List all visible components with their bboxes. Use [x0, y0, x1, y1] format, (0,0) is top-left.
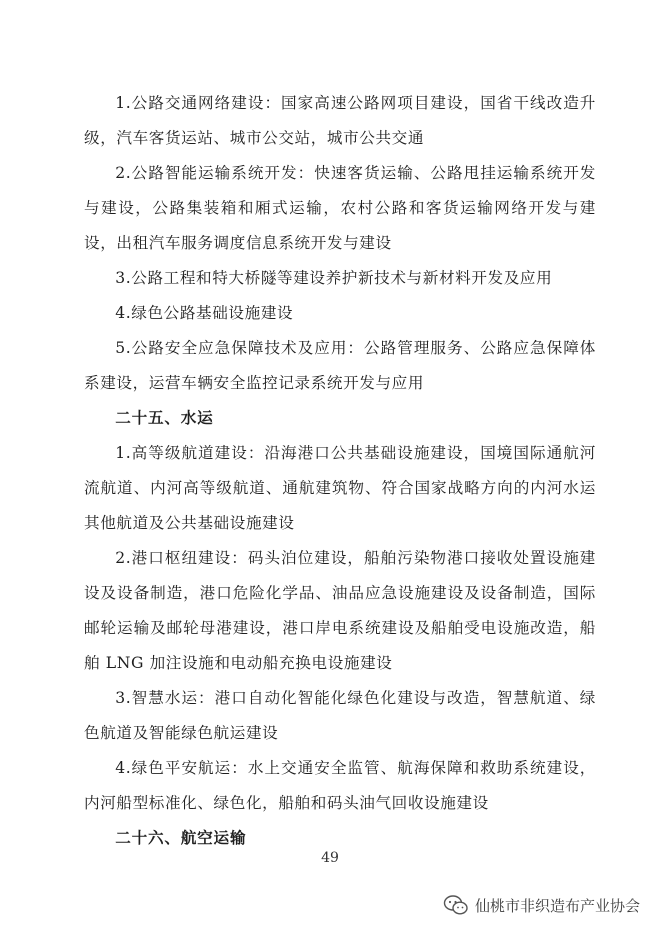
section-heading-air-transport: 二十六、航空运输 — [115, 829, 247, 847]
paragraph-port-hub: 2.港口枢纽建设：码头泊位建设，船舶污染物港口接收处置设施建设及设备制造，港口危险化学品、油品应急设施建设及设备制造，国际邮轮运输及邮轮母港建设，港口岸电系统建设及船舶受电设施改造，船舶 LNG 加注设施和电动船充换电设施建设 — [84, 549, 596, 672]
paragraph-highway-network: 1.公路交通网络建设：国家高速公路网项目建设，国省干线改造升级，汽车客货运站、城市公交站，城市公共交通 — [84, 94, 596, 147]
paragraph-waterway-construction: 1.高等级航道建设：沿海港口公共基础设施建设，国境国际通航河流航道、内河高等级航道、通航建筑物、符合国家战略方向的内河水运其他航道及公共基础设施建设 — [84, 444, 596, 532]
paragraph-smart-water-transport: 3.智慧水运：港口自动化智能化绿色化建设与改造，智慧航道、绿色航道及智能绿色航运建设 — [84, 689, 596, 742]
wechat-watermark — [443, 890, 640, 920]
paragraph-highway-engineering: 3.公路工程和特大桥隧等建设养护新技术与新材料开发及应用 — [115, 269, 553, 287]
page-number: 49 — [321, 850, 339, 866]
paragraph-green-safe-shipping: 4.绿色平安航运：水上交通安全监管、航海保障和救助系统建设，内河船型标准化、绿色化，船舶和码头油气回收设施建设 — [84, 759, 596, 812]
paragraph-highway-intelligent-transport: 2.公路智能运输系统开发：快速客货运输、公路甩挂运输系统开发与建设，公路集装箱和厢式运输，农村公路和客货运输网络开发与建设，出租汽车服务调度信息系统开发与建设 — [84, 164, 596, 252]
watermark-text: 仙桃市非织造布产业协会 — [474, 896, 640, 915]
document-body — [84, 86, 596, 856]
paragraph-green-highway: 4.绿色公路基础设施建设 — [115, 304, 294, 322]
section-heading-water-transport: 二十五、水运 — [115, 409, 214, 427]
wechat-icon — [443, 894, 469, 916]
paragraph-highway-safety: 5.公路安全应急保障技术及应用：公路管理服务、公路应急保障体系建设，运营车辆安全监控记录系统开发与应用 — [84, 339, 596, 392]
